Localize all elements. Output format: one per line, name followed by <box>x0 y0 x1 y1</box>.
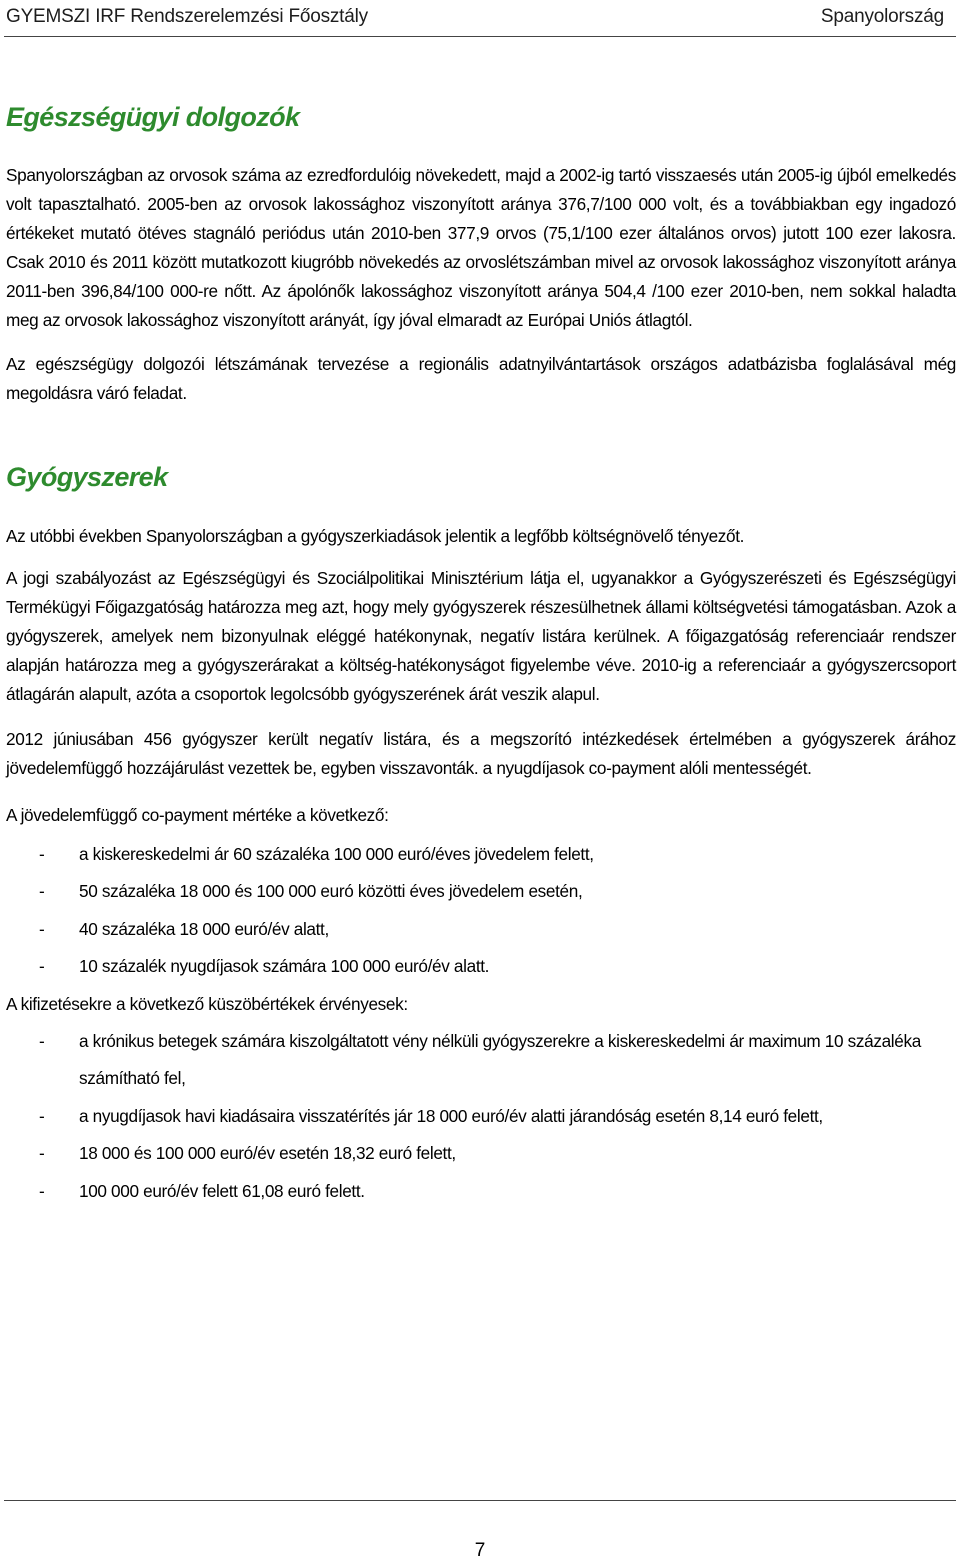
list-item <box>6 873 956 911</box>
list-marker: - <box>39 1180 45 1201</box>
list-item-text: a krónikus betegek számára kiszolgáltatott vény nélküli gyógyszerekre a kiskereskedelmi ár maximum 10 százaléka számítható fel, <box>79 1030 921 1089</box>
copayment-rate-list <box>6 836 956 986</box>
page-number: 7 <box>474 1540 486 1561</box>
paragraph-negative-list: 2012 júniusában 456 gyógyszer került negatív listára, és a megszorító intézkedések értelmében a gyógyszerek árához jövedelemfüggő hozzájárulást vezettek be, egyben visszavonták. a nyugdíjasok co-payment alóli mentességét. <box>6 729 956 779</box>
list-item-text: 50 százaléka 18 000 és 100 000 euró közötti éves jövedelem esetén, <box>79 881 583 902</box>
list-marker: - <box>39 1030 45 1051</box>
paragraph-regulation: A jogi szabályozást az Egészségügyi és Szociálpolitikai Minisztérium látja el, ugyanakkor a Gyógyszerészeti és Egészségügyi Termékügyi Főigazgatóság határozza meg azt, hogy mely gyógyszerek részesülhetnek állami költségvetési támogatásban. Azok a gyógyszerek, amelyek nem bizonyulnak eléggé hatékonynak, negatív listára kerülnek. A főigazgatóság referenciaár rendszer alapján határozza meg a gyógyszerárakat a költség-hatékonyságot figyelembe véve. 2010-ig a referenciaár a gyógyszercsoport átlagárán alapult, azóta a csoportok legolcsóbb gyógyszerének árát veszik alapul. <box>6 567 956 705</box>
footer-divider <box>4 1500 956 1501</box>
header-divider <box>4 36 956 37</box>
threshold-list <box>6 1023 956 1211</box>
list-item-text: 10 százalék nyugdíjasok számára 100 000 euró/év alatt. <box>79 956 490 977</box>
list-marker: - <box>39 1105 45 1126</box>
list-marker: - <box>39 1143 45 1164</box>
list-item <box>6 1098 956 1136</box>
paragraph-workforce-planning: Az egészségügy dolgozói létszámának tervezése a regionális adatnyilvántartások országos adatbázisba foglalásával még megoldásra váró feladat. <box>6 353 956 403</box>
document-body <box>6 100 956 1210</box>
list-marker: - <box>39 918 45 939</box>
section-heading-health-workers: Egészségügyi dolgozók <box>6 102 300 132</box>
header-organization: GYEMSZI IRF Rendszerelemzési Főosztály <box>6 6 368 27</box>
paragraph-doctors: Spanyolországban az orvosok száma az ezredfordulóig növekedett, majd a 2002-ig tartó visszaesés után 2005-ig újból emelkedés volt tapasztalható. 2005-ben az orvosok lakossághoz viszonyított aránya 376,7/100 000 volt, és a továbbiakban egy ingadozó értékeket mutató ötéves stagnáló periódus után 2010-ben 377,9 orvos (75,1/100 ezer általános orvos) jutott 100 ezer lakosra. Csak 2010 és 2011 között mutatkozott kiugróbb növekedés az orvoslétszámban mivel az orvosok lakossághoz viszonyított aránya 2011-ben 396,84/100 000-re nőtt. Az ápolónők lakossághoz viszonyított aránya 504,4 /100 ezer 2010-ben, nem sokkal haladta meg az orvosok lakossághoz viszonyított arányát, így jóval elmaradt az Európai Uniós átlagtól. <box>6 165 956 331</box>
list-marker: - <box>39 881 45 902</box>
header-country: Spanyolország <box>820 6 944 27</box>
list-item <box>6 948 956 986</box>
paragraph-medicine-costs: Az utóbbi években Spanyolországban a gyógyszerkiadások jelentik a legfőbb költségnövelő tényezőt. <box>6 525 745 546</box>
list-item <box>6 1135 956 1173</box>
list-marker: - <box>39 956 45 977</box>
list-item-text: 100 000 euró/év felett 61,08 euró felett. <box>79 1180 365 1201</box>
page-header <box>6 0 944 34</box>
list-item <box>6 1023 956 1098</box>
list-item-text: a nyugdíjasok havi kiadásaira visszatérítés jár 18 000 euró/év alatti járandóság esetén 8,14 euró felett, <box>79 1105 823 1126</box>
list-item-text: 18 000 és 100 000 euró/év esetén 18,32 euró felett, <box>79 1143 456 1164</box>
list-item-text: 40 százaléka 18 000 euró/év alatt, <box>79 918 329 939</box>
paragraph-thresholds-intro: A kifizetésekre a következő küszöbértékek érvényesek: <box>6 993 408 1014</box>
list-item <box>6 1173 956 1211</box>
list-item <box>6 911 956 949</box>
list-marker: - <box>39 843 45 864</box>
list-item-text: a kiskereskedelmi ár 60 százaléka 100 000 euró/éves jövedelem felett, <box>79 843 594 864</box>
section-heading-medicines: Gyógyszerek <box>6 461 168 492</box>
list-item <box>6 836 956 874</box>
paragraph-copayment-intro: A jövedelemfüggő co-payment mértéke a következő: <box>6 804 389 825</box>
